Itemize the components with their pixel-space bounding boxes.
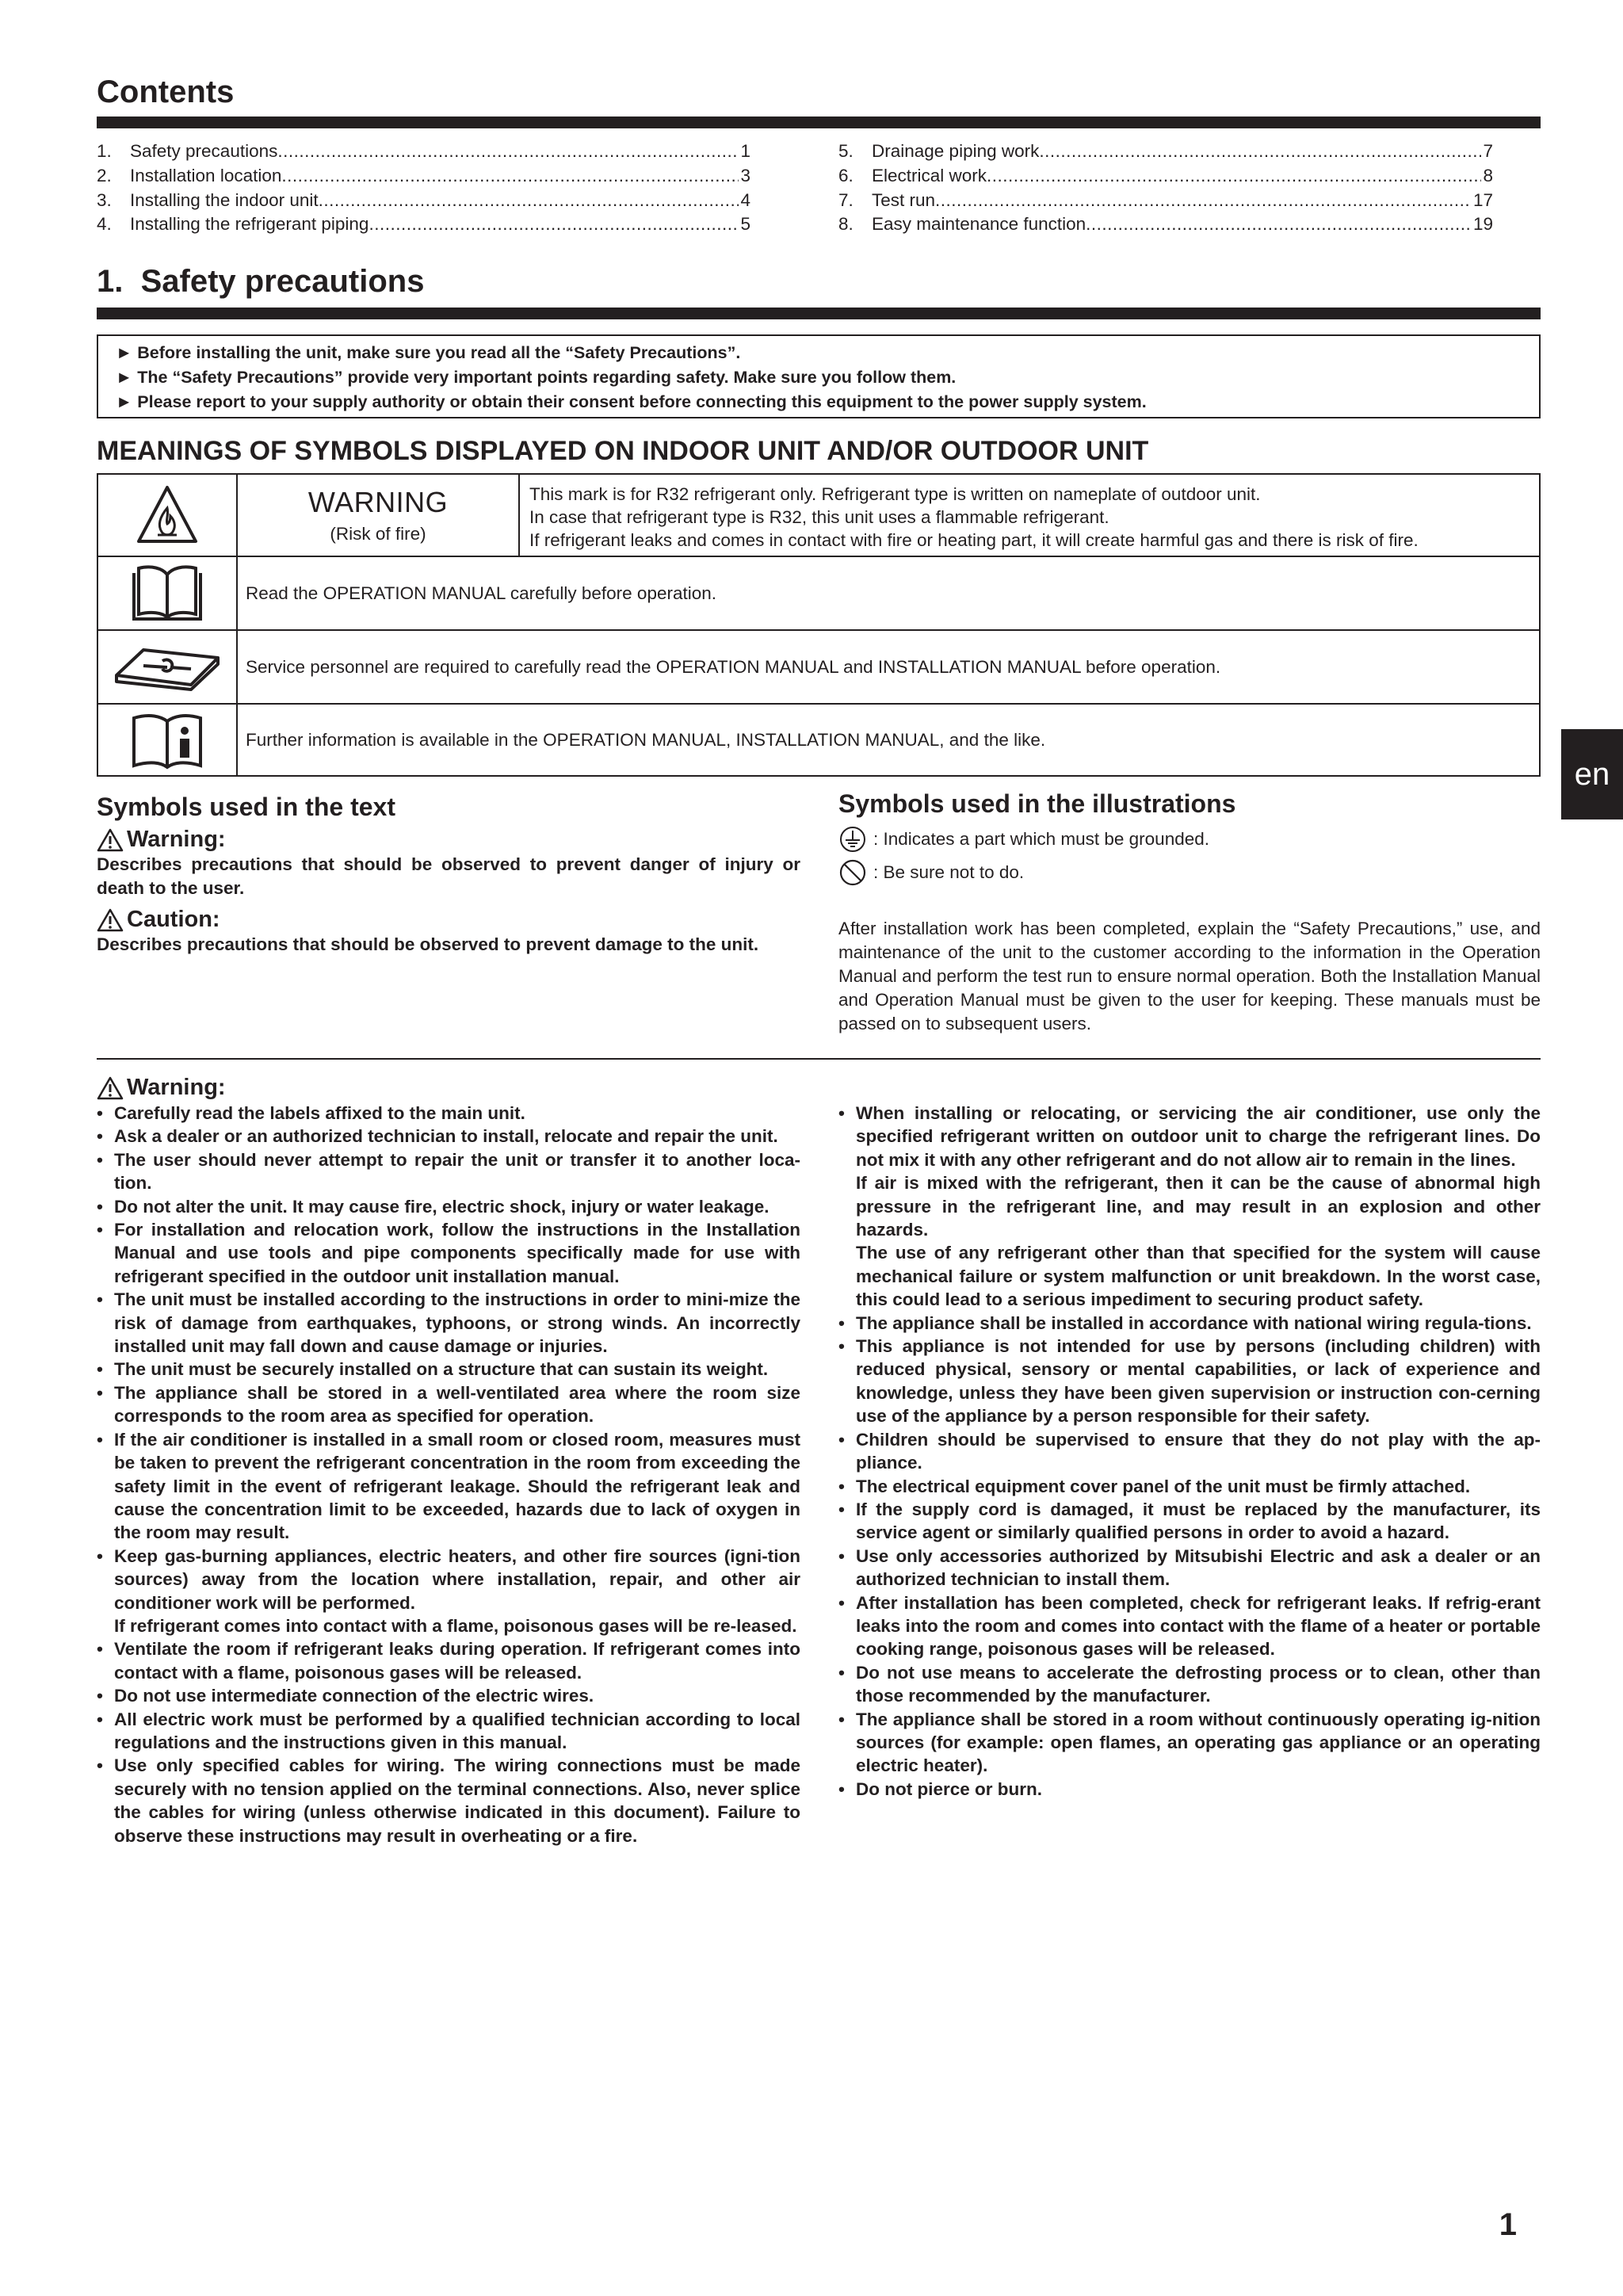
section-rule (97, 308, 1541, 319)
toc-item[interactable]: 1. Safety precautions ..... 1 (97, 141, 750, 166)
contents-rule (97, 117, 1541, 128)
handover-paragraph: After installation work has been completed, explain the “Safety Precautions,” use, and maintenance of the unit to the customer according to the information in the Operation Manual and perform the test run to ensure normal operation. Both the Installation Manual and Operation Manual must be given to the user for keeping. These manuals must be passed on to subsequent users. (838, 919, 1541, 1033)
prohibit-symbol-row (838, 858, 1541, 887)
warning-label-cell (238, 475, 520, 556)
warning-line: If refrigerant leaks and comes in contact with fire or heating part, it will create harmful gas and there is risk of fire. (529, 530, 1419, 550)
safety-notice-box (97, 334, 1541, 418)
page-number: 1 (1499, 2207, 1517, 2242)
open-book-icon (98, 557, 238, 629)
warnings-list-right (838, 1102, 1541, 1801)
list-item: • When installing or relocating, or servicing the air conditioner, use only the specified refrigerant written on outdoor unit to charge the refrigerant lines. Do not mix it with any other refrigerant and do not allow air to remain in the lines. If air is mixed with the refrigerant, then it can be the cause of abnormal high pressure in the refrigerant line, and may result in an explosion and other hazards. The use of any refrigerant other than that specified for the system will cause mechanical failure or system malfunction or unit breakdown. In the worst case, this could lead to a serious impediment to securing product safety. (838, 1102, 1541, 1312)
warning-triangle-icon (97, 1076, 124, 1100)
symbols-illustrations-block (838, 789, 1541, 1036)
list-item: • After installation has been completed, check for refrigerant leaks. If refrig-erant leaks into the room and comes into contact with the flame of a heater or portable cooking range, poisonous gases will be released. (838, 1591, 1541, 1661)
warning-triangle-icon (97, 828, 124, 852)
list-item: • The appliance shall be stored in a well-ventilated area where the room size corresponds to the room area as specified for operation. (97, 1381, 800, 1428)
symbols-text-block (97, 793, 800, 957)
symbols-text-title: Symbols used in the text (97, 793, 395, 821)
symbol-description: Read the OPERATION MANUAL carefully before operation. (246, 583, 717, 603)
meanings-title: MEANINGS OF SYMBOLS DISPLAYED ON INDOOR UNIT AND/OR OUTDOOR UNIT (97, 436, 1149, 466)
prohibit-description: : Be sure not to do. (873, 862, 1025, 882)
notice-line: ► The “Safety Precautions” provide very important points regarding safety. Make sure you follow them. (116, 368, 957, 387)
ground-description: : Indicates a part which must be grounded. (873, 829, 1209, 849)
toc-item[interactable]: 6. Electrical work ..... 8 (838, 166, 1493, 190)
ground-icon (838, 825, 867, 854)
list-item: • The electrical equipment cover panel of the unit must be firmly attached. (838, 1475, 1541, 1498)
list-item: • Do not use means to accelerate the defrosting process or to clean, other than those recommended by the manufacturer. (838, 1661, 1541, 1708)
toc-item[interactable]: 8. Easy maintenance function ..... 19 (838, 214, 1493, 239)
list-item: • Keep gas-burning appliances, electric heaters, and other fire sources (igni-tion sources) away from the location where installation, repair, and other air conditioner work will be performed. If refrigerant comes into contact with a flame, poisonous gases will be re-leased. (97, 1545, 800, 1638)
symbol-description: Further information is available in the OPERATION MANUAL, INSTALLATION MANUAL, and the like. (246, 729, 1046, 750)
caution-meaning: Describes precautions that should be observed to prevent damage to the unit. (97, 934, 759, 954)
warning-line: In case that refrigerant type is R32, this unit uses a flammable refrigerant. (529, 507, 1109, 527)
symbol-row-info (98, 705, 1539, 775)
list-item: • Do not use intermediate connection of the electric wires. (97, 1684, 800, 1707)
warnings-heading (97, 1075, 226, 1101)
list-item: • The user should never attempt to repair the unit or transfer it to another loca-tion. (97, 1148, 800, 1195)
toc-item[interactable]: 4. Installing the refrigerant piping ..... 5 (97, 214, 750, 239)
warning-line: This mark is for R32 refrigerant only. Refrigerant type is written on nameplate of outdoor unit. (529, 484, 1261, 504)
warning-meaning: Describes precautions that should be observed to prevent danger of injury or death to the user. (97, 854, 800, 898)
list-item: • Use only accessories authorized by Mitsubishi Electric and ask a dealer or an authorized technician to install them. (838, 1545, 1541, 1591)
list-item: • Do not alter the unit. It may cause fire, electric shock, injury or water leakage. (97, 1195, 800, 1218)
warnings-list-left (97, 1102, 800, 1847)
list-item: • Carefully read the labels affixed to the main unit. (97, 1102, 800, 1125)
toc-left (97, 141, 750, 239)
warning-subtitle: (Risk of fire) (330, 524, 426, 544)
warning-heading (97, 827, 800, 853)
warning-description (529, 483, 1531, 552)
caution-heading (97, 907, 800, 933)
warning-heading-label: Warning: (127, 827, 226, 852)
toc-item[interactable]: 7. Test run ..... 17 (838, 190, 1493, 215)
list-item: • For installation and relocation work, follow the instructions in the Installation Manual and use tools and pipe components specifically made for use with refrigerant specified in the outdoor unit installation manual. (97, 1218, 800, 1288)
caution-triangle-icon (97, 908, 124, 932)
notice-line: ► Please report to your supply authority or obtain their consent before connecting this equipment to the power supply system. (116, 392, 1147, 411)
list-item: • This appliance is not intended for use by persons (including children) with reduced physical, sensory or mental capabilities, or lack of experience and knowledge, unless they have been given supervision or instruction con-cerning use of the appliance by a person responsible for their safety. (838, 1335, 1541, 1428)
ground-symbol-row (838, 825, 1541, 854)
symbol-row-warning (98, 475, 1539, 557)
symbols-illustrations-title: Symbols used in the illustrations (838, 789, 1236, 818)
caution-heading-label: Caution: (127, 907, 220, 932)
fire-warning-icon (98, 475, 238, 556)
list-item: • The unit must be securely installed on a structure that can sustain its weight. (97, 1358, 800, 1381)
list-item: • The appliance shall be installed in accordance with national wiring regula-tions. (838, 1312, 1541, 1335)
symbol-description: Service personnel are required to carefully read the OPERATION MANUAL and INSTALLATION MANUAL before operation. (246, 656, 1221, 677)
toc-right (838, 141, 1493, 239)
symbols-table (97, 473, 1541, 777)
list-item: • Use only specified cables for wiring. The wiring connections must be made securely with no tension applied on the terminal connections. Also, never splice the cables for wiring (unless otherwise indicated in this document). Failure to observe these instructions may result in overheating or a fire. (97, 1754, 800, 1847)
wrench-book-icon (98, 631, 238, 703)
symbol-row-service-manual (98, 631, 1539, 705)
list-item: • The appliance shall be stored in a room without continuously operating ig-nition sources (for example: open flames, an operating gas appliance or an operating electric heater). (838, 1708, 1541, 1778)
contents-title: Contents (97, 74, 235, 109)
section-title: 1. Safety precautions (97, 264, 425, 299)
list-item: • Do not pierce or burn. (838, 1778, 1541, 1801)
list-item: • Ask a dealer or an authorized technician to install, relocate and repair the unit. (97, 1125, 800, 1148)
warning-title: WARNING (307, 486, 449, 518)
language-tab[interactable]: en (1561, 729, 1623, 819)
toc-item[interactable]: 3. Installing the indoor unit ..... 4 (97, 190, 750, 215)
list-item: • The unit must be installed according to the instructions in order to mini-mize the risk of damage from earthquakes, typhoons, or strong winds. An incorrectly installed unit may fall down and cause damage or injuries. (97, 1288, 800, 1358)
notice-line: ► Before installing the unit, make sure you read all the “Safety Precautions”. (116, 343, 741, 362)
list-item: • If the air conditioner is installed in a small room or closed room, measures must be taken to prevent the refrigerant concentration in the room from exceeding the safety limit in the event of refrigerant leakage. Should the refrigerant leak and cause the concentration limit to be exceeded, hazards due to lack of oxygen in the room may result. (97, 1428, 800, 1545)
list-item: • Children should be supervised to ensure that they do not play with the ap-pliance. (838, 1428, 1541, 1475)
list-item: • All electric work must be performed by a qualified technician according to local regulations and the instructions given in this manual. (97, 1708, 800, 1755)
info-book-icon (98, 705, 238, 775)
prohibited-icon (838, 858, 867, 887)
toc-item[interactable]: 2. Installation location ..... 3 (97, 166, 750, 190)
toc-item[interactable]: 5. Drainage piping work ..... 7 (838, 141, 1493, 166)
list-item: • If the supply cord is damaged, it must be replaced by the manufacturer, its service agent or similarly qualified persons in order to avoid a hazard. (838, 1498, 1541, 1545)
symbol-row-operation-manual (98, 557, 1539, 631)
divider-line (97, 1058, 1541, 1060)
list-item: • Ventilate the room if refrigerant leaks during operation. If refrigerant comes into contact with a flame, poisonous gases will be released. (97, 1637, 800, 1684)
warnings-heading-label: Warning: (127, 1075, 226, 1100)
